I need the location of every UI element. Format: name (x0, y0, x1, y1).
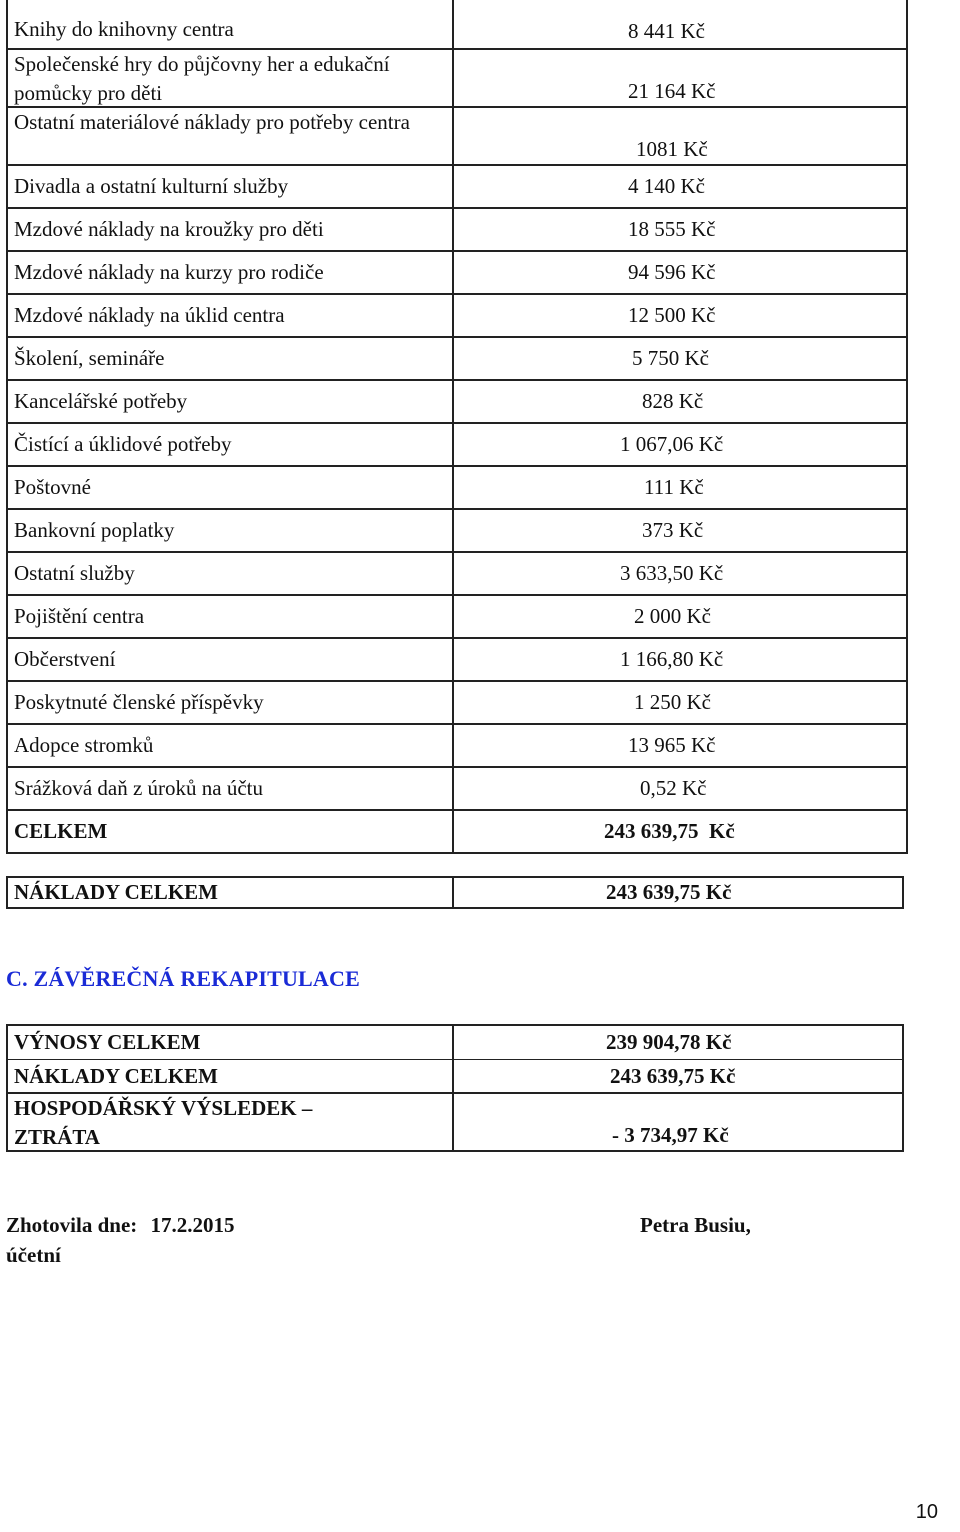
author: Petra Busiu, (640, 1213, 751, 1237)
row-label: Občerstvení (8, 639, 454, 680)
vysledek-label-line2: ZTRÁTA (14, 1125, 100, 1149)
expense-table (6, 0, 908, 854)
made-date: 17.2.2015 (150, 1213, 235, 1237)
table-row (8, 465, 906, 508)
table-row (8, 48, 906, 106)
row-label: Ostatní služby (8, 553, 454, 594)
table-row (8, 207, 906, 250)
table-row (8, 1026, 902, 1059)
made-label: Zhotovila dne: (6, 1213, 138, 1237)
row-amount: 13 965 Kč (628, 733, 716, 757)
row-amount: 828 Kč (642, 389, 704, 413)
row-amount: 3 633,50 Kč (620, 561, 724, 585)
naklady-label: NÁKLADY CELKEM (8, 1060, 454, 1092)
table-row-total (8, 878, 902, 907)
table-row (8, 1092, 902, 1150)
row-amount: 12 500 Kč (628, 303, 716, 327)
table-row (8, 637, 906, 680)
row-label: Srážková daň z úroků na účtu (8, 768, 454, 809)
naklady-celkem-amount: 243 639,75 Kč (606, 880, 732, 904)
vynosy-label: VÝNOSY CELKEM (8, 1026, 454, 1059)
row-label: Mzdové náklady na kroužky pro děti (8, 209, 454, 250)
table-row (8, 250, 906, 293)
row-amount: 21 164 Kč (628, 79, 716, 103)
table-row (8, 422, 906, 465)
row-amount: 0,52 Kč (640, 776, 707, 800)
row-amount: 111 Kč (644, 475, 704, 499)
row-label: Poštovné (8, 467, 454, 508)
row-amount: 4 140 Kč (628, 174, 705, 198)
table-row (8, 106, 906, 164)
table-row (8, 1059, 902, 1092)
row-amount: 373 Kč (642, 518, 704, 542)
table-row (8, 508, 906, 551)
row-label: Knihy do knihovny centra (8, 0, 454, 48)
section-title: C. ZÁVĚREČNÁ REKAPITULACE (6, 966, 360, 991)
row-amount: 1 250 Kč (634, 690, 711, 714)
vysledek-amount: - 3 734,97 Kč (612, 1123, 729, 1147)
celkem-label: CELKEM (8, 811, 454, 852)
row-amount: 1 166,80 Kč (620, 647, 724, 671)
row-label: Mzdové náklady na úklid centra (8, 295, 454, 336)
table-row (8, 594, 906, 637)
costs-total-table (6, 876, 904, 909)
vynosy-amount: 239 904,78 Kč (606, 1030, 732, 1054)
table-row (8, 164, 906, 207)
row-label: Kancelářské potřeby (8, 381, 454, 422)
row-amount: 5 750 Kč (632, 346, 709, 370)
vysledek-label-line1: HOSPODÁŘSKÝ VÝSLEDEK – (14, 1096, 313, 1120)
row-label: Společenské hry do půjčovny her a edukační pomůcky pro děti (8, 50, 454, 106)
naklady-amount: 243 639,75 Kč (610, 1063, 736, 1088)
footer-made-by (6, 1210, 235, 1270)
table-row-total (8, 809, 906, 852)
recap-table (6, 1024, 904, 1152)
page-number: 10 (915, 1501, 938, 1523)
role: účetní (6, 1243, 61, 1267)
row-label: Mzdové náklady na kurzy pro rodiče (8, 252, 454, 293)
row-label: Čistící a úklidové potřeby (8, 424, 454, 465)
row-label: Školení, semináře (8, 338, 454, 379)
table-row (8, 680, 906, 723)
naklady-celkem-label: NÁKLADY CELKEM (8, 878, 454, 907)
table-row (8, 379, 906, 422)
row-label: Poskytnuté členské příspěvky (8, 682, 454, 723)
table-row (8, 766, 906, 809)
vysledek-label (8, 1094, 454, 1150)
row-amount: 1081 Kč (636, 137, 708, 161)
row-label: Bankovní poplatky (8, 510, 454, 551)
row-amount: 2 000 Kč (634, 604, 711, 628)
made-line (6, 1210, 235, 1240)
table-row (8, 336, 906, 379)
row-label: Pojištění centra (8, 596, 454, 637)
row-amount: 1 067,06 Kč (620, 432, 724, 456)
row-label: Ostatní materiálové náklady pro potřeby centra (8, 108, 454, 164)
row-label: Divadla a ostatní kulturní služby (8, 166, 454, 207)
row-amount: 8 441 Kč (628, 19, 705, 43)
row-label: Adopce stromků (8, 725, 454, 766)
celkem-amount: 243 639,75 Kč (604, 819, 735, 843)
table-row (8, 293, 906, 336)
table-row (8, 551, 906, 594)
row-amount: 18 555 Kč (628, 217, 716, 241)
table-row (8, 0, 906, 48)
row-amount: 94 596 Kč (628, 260, 716, 284)
table-row (8, 723, 906, 766)
